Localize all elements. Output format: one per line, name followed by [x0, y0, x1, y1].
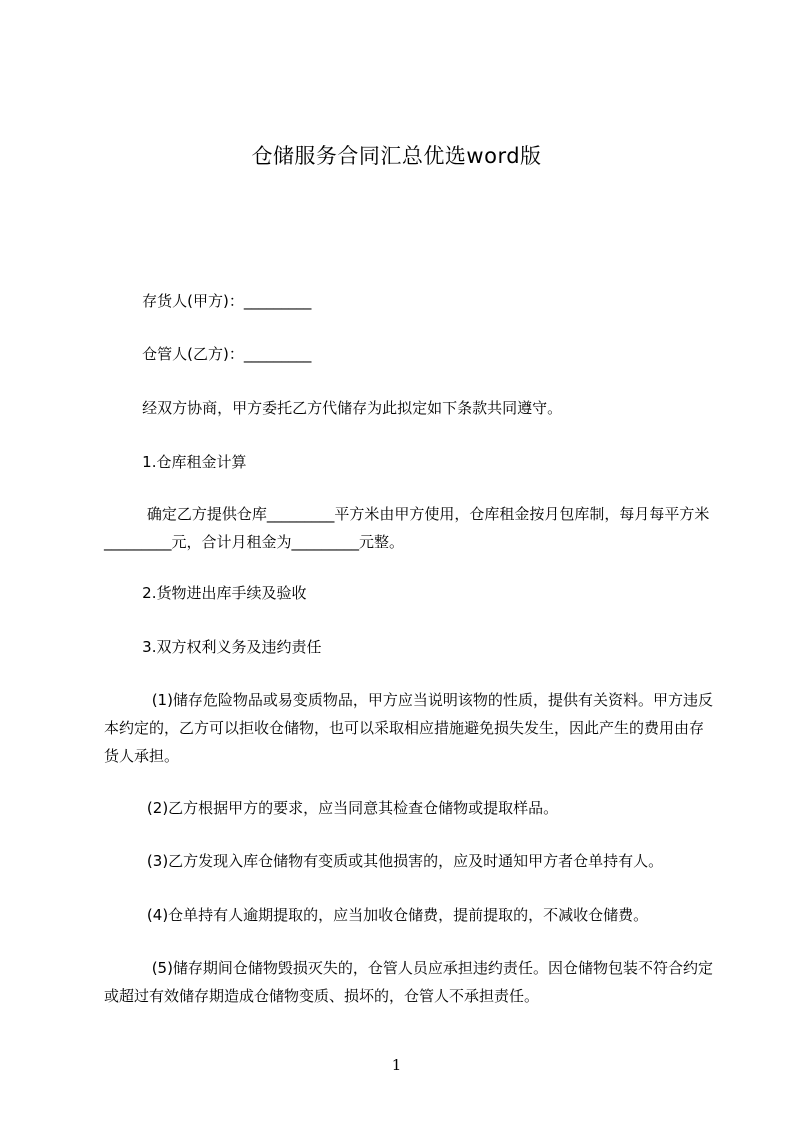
document-title: 仓储服务合同汇总优选word版: [251, 144, 542, 168]
section-heading-1: 1.仓库租金计算: [104, 453, 247, 471]
clause-2-paragraph: (2)乙方根据甲方的要求，应当同意其检查仓储物或提取样品。: [104, 799, 559, 817]
party-b-line: 仓管人(乙方)：_________: [104, 345, 312, 363]
clause-5-paragraph: (5)储存期间仓储物毁损灭失的，仓管人员应承担违约责任。因仓储物包装不符合约定或超过有效储存期造成仓储物变质、损坏的，仓管人不承担责任。: [104, 959, 713, 1005]
clause-4-paragraph: (4)仓单持有人逾期提取的，应当加收仓储费，提前提取的，不减收仓储费。: [104, 906, 649, 924]
preamble-paragraph: 经双方协商，甲方委托乙方代储存为此拟定如下条款共同遵守。: [104, 399, 563, 417]
page-number: 1: [391, 1056, 402, 1074]
clause-1-paragraph: (1)储存危险物品或易变质物品，甲方应当说明该物的性质，提供有关资料。甲方违反本约定的，乙方可以拒收仓储物，也可以采取相应措施避免损失发生，因此产生的费用由存货人承担。: [104, 691, 713, 765]
party-a-line: 存货人(甲方)：_________: [104, 292, 312, 310]
section-heading-2: 2.货物进出库手续及验收: [104, 584, 307, 602]
rent-clause-paragraph: 确定乙方提供仓库_________平方米由甲方使用，仓库租金按月包库制，每月每平方米_________元，合计月租金为_________元整。: [104, 505, 710, 551]
section-heading-3: 3.双方权利义务及违约责任: [104, 638, 322, 656]
clause-3-paragraph: (3)乙方发现入库仓储物有变质或其他损害的，应及时通知甲方者仓单持有人。: [104, 852, 664, 870]
